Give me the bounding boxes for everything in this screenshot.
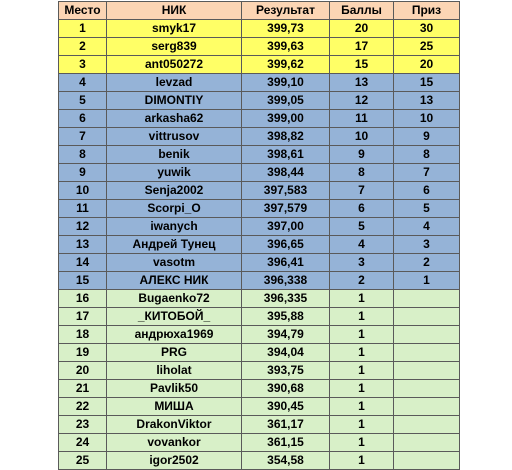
cell-place: 12 [59, 218, 107, 236]
cell-prize: 5 [394, 200, 460, 218]
cell-prize: 20 [394, 56, 460, 74]
cell-prize [394, 380, 460, 398]
cell-nick: igor2502 [107, 452, 242, 470]
cell-prize: 30 [394, 20, 460, 38]
cell-nick: DrakonViktor [107, 416, 242, 434]
table-row [59, 74, 460, 92]
cell-result: 390,68 [242, 380, 330, 398]
cell-points: 13 [330, 74, 394, 92]
cell-prize: 10 [394, 110, 460, 128]
cell-prize [394, 344, 460, 362]
cell-nick: vovankor [107, 434, 242, 452]
table-row [59, 164, 460, 182]
cell-result: 396,41 [242, 254, 330, 272]
column-header-result: Результат [242, 2, 330, 20]
cell-result: 395,88 [242, 308, 330, 326]
cell-place: 6 [59, 110, 107, 128]
cell-nick: smyk17 [107, 20, 242, 38]
cell-place: 10 [59, 182, 107, 200]
cell-prize: 4 [394, 218, 460, 236]
cell-result: 399,63 [242, 38, 330, 56]
table-row [59, 110, 460, 128]
cell-nick: Bugaenko72 [107, 290, 242, 308]
column-header-place: Место [59, 2, 107, 20]
cell-nick: vittrusov [107, 128, 242, 146]
header-row [59, 2, 460, 20]
cell-prize [394, 398, 460, 416]
cell-points: 1 [330, 344, 394, 362]
cell-place: 11 [59, 200, 107, 218]
column-header-prize: Приз [394, 2, 460, 20]
cell-result: 398,61 [242, 146, 330, 164]
cell-points: 15 [330, 56, 394, 74]
column-header-nick: НИК [107, 2, 242, 20]
cell-place: 18 [59, 326, 107, 344]
cell-nick: vasotm [107, 254, 242, 272]
cell-points: 4 [330, 236, 394, 254]
cell-nick: benik [107, 146, 242, 164]
table-row [59, 20, 460, 38]
cell-nick: DIMONTIY [107, 92, 242, 110]
table-row [59, 344, 460, 362]
cell-points: 1 [330, 416, 394, 434]
table-row [59, 272, 460, 290]
cell-result: 361,15 [242, 434, 330, 452]
cell-prize [394, 452, 460, 470]
cell-nick: АЛЕКС НИК [107, 272, 242, 290]
cell-prize: 15 [394, 74, 460, 92]
cell-nick: МИША [107, 398, 242, 416]
table-row [59, 416, 460, 434]
cell-place: 7 [59, 128, 107, 146]
cell-nick: arkasha62 [107, 110, 242, 128]
cell-nick: PRG [107, 344, 242, 362]
cell-place: 4 [59, 74, 107, 92]
cell-nick: iwanych [107, 218, 242, 236]
results-table [58, 1, 460, 470]
cell-place: 15 [59, 272, 107, 290]
cell-result: 399,10 [242, 74, 330, 92]
cell-prize: 2 [394, 254, 460, 272]
table-row [59, 362, 460, 380]
cell-place: 17 [59, 308, 107, 326]
cell-result: 399,62 [242, 56, 330, 74]
cell-prize: 7 [394, 164, 460, 182]
table-row [59, 380, 460, 398]
cell-result: 396,338 [242, 272, 330, 290]
table-row [59, 218, 460, 236]
cell-nick: андрюха1969 [107, 326, 242, 344]
table-row [59, 326, 460, 344]
cell-points: 3 [330, 254, 394, 272]
cell-nick: yuwik [107, 164, 242, 182]
cell-prize: 25 [394, 38, 460, 56]
cell-nick: levzad [107, 74, 242, 92]
table-row [59, 182, 460, 200]
cell-prize [394, 362, 460, 380]
cell-result: 394,79 [242, 326, 330, 344]
table-row [59, 452, 460, 470]
cell-result: 399,73 [242, 20, 330, 38]
table-row [59, 398, 460, 416]
cell-prize: 8 [394, 146, 460, 164]
table-row [59, 92, 460, 110]
cell-nick: serg839 [107, 38, 242, 56]
cell-place: 14 [59, 254, 107, 272]
cell-result: 399,05 [242, 92, 330, 110]
cell-points: 1 [330, 452, 394, 470]
cell-prize: 1 [394, 272, 460, 290]
cell-points: 10 [330, 128, 394, 146]
cell-points: 8 [330, 164, 394, 182]
table-row [59, 38, 460, 56]
cell-points: 1 [330, 380, 394, 398]
cell-prize: 9 [394, 128, 460, 146]
cell-place: 23 [59, 416, 107, 434]
cell-place: 8 [59, 146, 107, 164]
cell-points: 5 [330, 218, 394, 236]
table-row [59, 308, 460, 326]
cell-nick: liholat [107, 362, 242, 380]
cell-result: 399,00 [242, 110, 330, 128]
cell-result: 398,82 [242, 128, 330, 146]
cell-prize [394, 416, 460, 434]
results-body [59, 20, 460, 470]
cell-prize [394, 326, 460, 344]
cell-nick: ant050272 [107, 56, 242, 74]
cell-place: 21 [59, 380, 107, 398]
cell-place: 9 [59, 164, 107, 182]
cell-points: 1 [330, 308, 394, 326]
cell-points: 7 [330, 182, 394, 200]
cell-points: 1 [330, 290, 394, 308]
cell-place: 22 [59, 398, 107, 416]
cell-place: 16 [59, 290, 107, 308]
cell-place: 13 [59, 236, 107, 254]
cell-points: 17 [330, 38, 394, 56]
cell-points: 1 [330, 398, 394, 416]
table-row [59, 434, 460, 452]
cell-result: 390,45 [242, 398, 330, 416]
cell-points: 6 [330, 200, 394, 218]
cell-points: 1 [330, 362, 394, 380]
table-row [59, 254, 460, 272]
cell-nick: Pavlik50 [107, 380, 242, 398]
cell-place: 24 [59, 434, 107, 452]
cell-result: 398,44 [242, 164, 330, 182]
cell-place: 5 [59, 92, 107, 110]
cell-points: 12 [330, 92, 394, 110]
cell-prize [394, 290, 460, 308]
cell-points: 9 [330, 146, 394, 164]
cell-result: 393,75 [242, 362, 330, 380]
cell-result: 397,579 [242, 200, 330, 218]
cell-prize: 3 [394, 236, 460, 254]
cell-place: 1 [59, 20, 107, 38]
cell-points: 2 [330, 272, 394, 290]
table-row [59, 236, 460, 254]
cell-points: 11 [330, 110, 394, 128]
cell-result: 397,583 [242, 182, 330, 200]
cell-points: 20 [330, 20, 394, 38]
cell-nick: Senja2002 [107, 182, 242, 200]
cell-points: 1 [330, 434, 394, 452]
cell-place: 19 [59, 344, 107, 362]
table-row [59, 128, 460, 146]
cell-prize [394, 434, 460, 452]
cell-prize: 13 [394, 92, 460, 110]
cell-prize: 6 [394, 182, 460, 200]
cell-nick: _КИТОБОЙ_ [107, 308, 242, 326]
cell-place: 25 [59, 452, 107, 470]
cell-nick: Андрей Тунец [107, 236, 242, 254]
cell-place: 3 [59, 56, 107, 74]
cell-result: 354,58 [242, 452, 330, 470]
column-header-points: Баллы [330, 2, 394, 20]
cell-result: 396,65 [242, 236, 330, 254]
table-row [59, 146, 460, 164]
table-row [59, 290, 460, 308]
cell-result: 396,335 [242, 290, 330, 308]
cell-result: 361,17 [242, 416, 330, 434]
cell-result: 394,04 [242, 344, 330, 362]
table-row [59, 56, 460, 74]
cell-points: 1 [330, 326, 394, 344]
cell-prize [394, 308, 460, 326]
cell-nick: Scorpi_O [107, 200, 242, 218]
table-row [59, 200, 460, 218]
cell-place: 2 [59, 38, 107, 56]
cell-place: 20 [59, 362, 107, 380]
cell-result: 397,00 [242, 218, 330, 236]
